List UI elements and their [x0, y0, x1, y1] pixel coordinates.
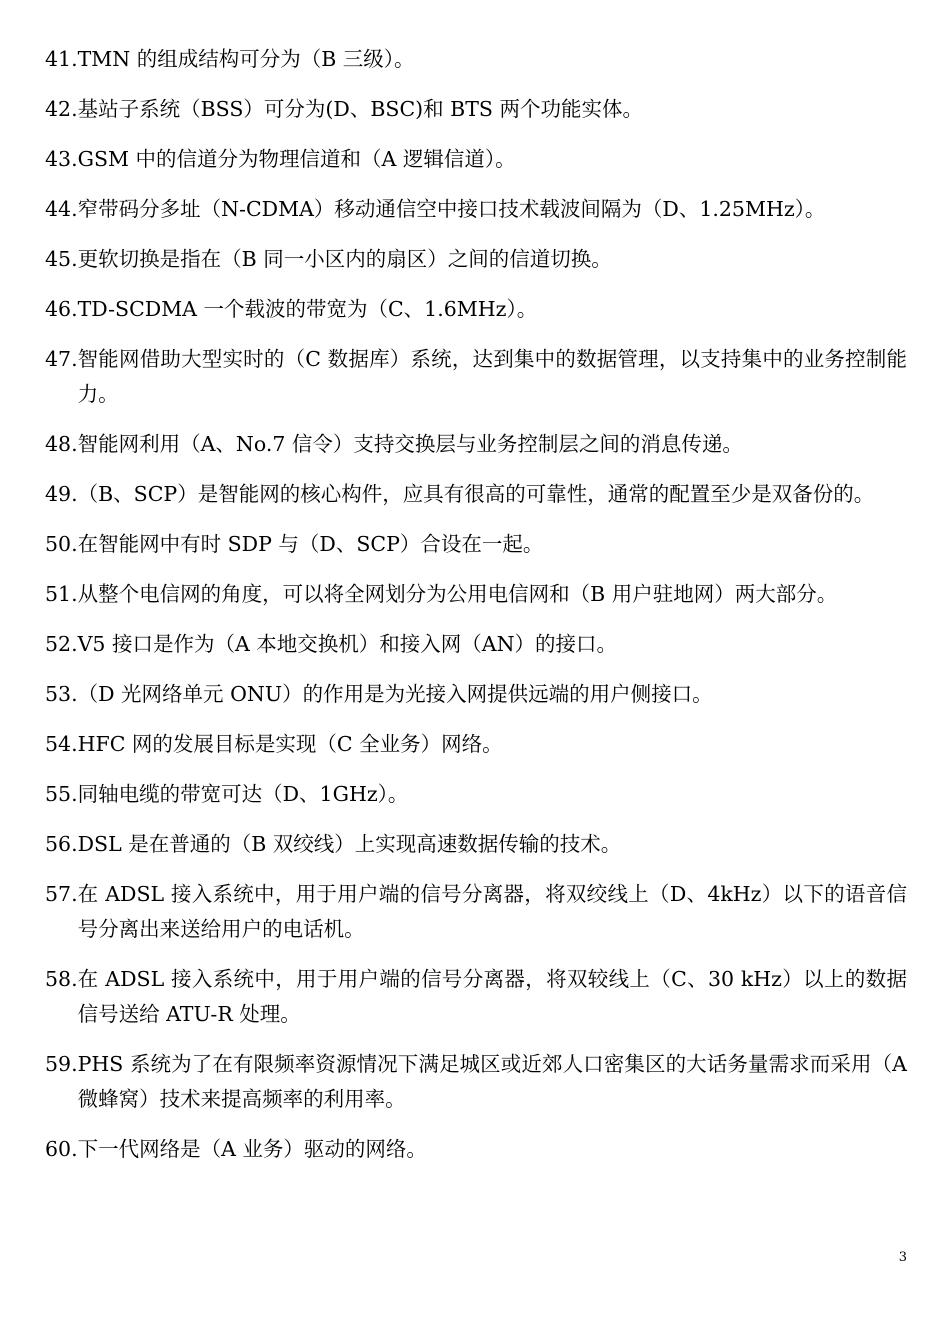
- list-item: [45, 777, 907, 812]
- item-number: 56.: [45, 832, 78, 856]
- list-item: [45, 92, 907, 127]
- item-text: 在 ADSL 接入系统中，用于用户端的信号分离器，将双绞线上（D、4kHz）以下的语音信号分离出来送给用户的电话机。: [77, 882, 907, 941]
- list-item: [45, 342, 907, 412]
- list-item: [45, 427, 907, 462]
- list-item: [45, 827, 907, 862]
- list-item: [45, 962, 907, 1032]
- list-item: [45, 42, 907, 77]
- item-number: 55.: [45, 782, 78, 806]
- item-number: 54.: [45, 732, 78, 756]
- item-text: PHS 系统为了在有限频率资源情况下满足城区或近郊人口密集区的大话务量需求而采用（A 微蜂窝）技术来提高频率的利用率。: [77, 1052, 907, 1111]
- item-text: 在 ADSL 接入系统中，用于用户端的信号分离器，将双较线上（C、30 kHz）以上的数据信号送给 ATU-R 处理。: [77, 967, 907, 1026]
- item-text: 更软切换是指在（B 同一小区内的扇区）之间的信道切换。: [77, 247, 612, 271]
- list-item: [45, 1132, 907, 1167]
- item-number: 42.: [45, 97, 78, 121]
- item-text: （D 光网络单元 ONU）的作用是为光接入网提供远端的用户侧接口。: [77, 682, 713, 706]
- list-item: [45, 192, 907, 227]
- list-item: [45, 877, 907, 947]
- item-number: 48.: [45, 432, 78, 456]
- item-text: 从整个电信网的角度，可以将全网划分为公用电信网和（B 用户驻地网）两大部分。: [77, 582, 838, 606]
- item-text: 智能网借助大型实时的（C 数据库）系统，达到集中的数据管理，以支持集中的业务控制能力。: [77, 347, 907, 406]
- list-item: [45, 142, 907, 177]
- page-number: 3: [898, 1250, 907, 1265]
- item-number: 45.: [45, 247, 78, 271]
- item-text: 智能网利用（A、No.7 信令）支持交换层与业务控制层之间的消息传递。: [77, 432, 743, 456]
- item-number: 46.: [45, 297, 78, 321]
- list-item: [45, 627, 907, 662]
- list-item: [45, 727, 907, 762]
- list-item: [45, 577, 907, 612]
- item-number: 52.: [45, 632, 78, 656]
- item-text: TMN 的组成结构可分为（B 三级）。: [77, 47, 415, 71]
- item-text: 窄带码分多址（N-CDMA）移动通信空中接口技术载波间隔为（D、1.25MHz）。: [77, 197, 826, 221]
- item-number: 59.: [45, 1052, 78, 1076]
- item-text: V5 接口是作为（A 本地交换机）和接入网（AN）的接口。: [77, 632, 618, 656]
- item-number: 53.: [45, 682, 78, 706]
- item-text: 在智能网中有时 SDP 与（D、SCP）合设在一起。: [77, 532, 544, 556]
- list-item: [45, 292, 907, 327]
- list-item: [45, 527, 907, 562]
- item-text: DSL 是在普通的（B 双绞线）上实现高速数据传输的技术。: [77, 832, 622, 856]
- item-text: 下一代网络是（A 业务）驱动的网络。: [77, 1137, 427, 1161]
- item-text: TD-SCDMA 一个载波的带宽为（C、1.6MHz）。: [77, 297, 538, 321]
- item-number: 58.: [45, 967, 78, 991]
- item-number: 49.: [45, 482, 78, 506]
- item-number: 41.: [45, 47, 78, 71]
- item-text: 基站子系统（BSS）可分为(D、BSC)和 BTS 两个功能实体。: [77, 97, 643, 121]
- list-item: [45, 1047, 907, 1117]
- list-item: [45, 677, 907, 712]
- item-text: GSM 中的信道分为物理信道和（A 逻辑信道）。: [77, 147, 516, 171]
- item-number: 51.: [45, 582, 78, 606]
- item-text: 同轴电缆的带宽可达（D、1GHz）。: [77, 782, 409, 806]
- item-number: 44.: [45, 197, 78, 221]
- item-number: 43.: [45, 147, 78, 171]
- item-text: HFC 网的发展目标是实现（C 全业务）网络。: [77, 732, 503, 756]
- item-number: 50.: [45, 532, 78, 556]
- item-number: 60.: [45, 1137, 78, 1161]
- list-item: [45, 477, 907, 512]
- question-list: [45, 42, 907, 1182]
- item-number: 57.: [45, 882, 78, 906]
- item-text: （B、SCP）是智能网的核心构件，应具有很高的可靠性，通常的配置至少是双备份的。: [77, 482, 875, 506]
- list-item: [45, 242, 907, 277]
- item-number: 47.: [45, 347, 78, 371]
